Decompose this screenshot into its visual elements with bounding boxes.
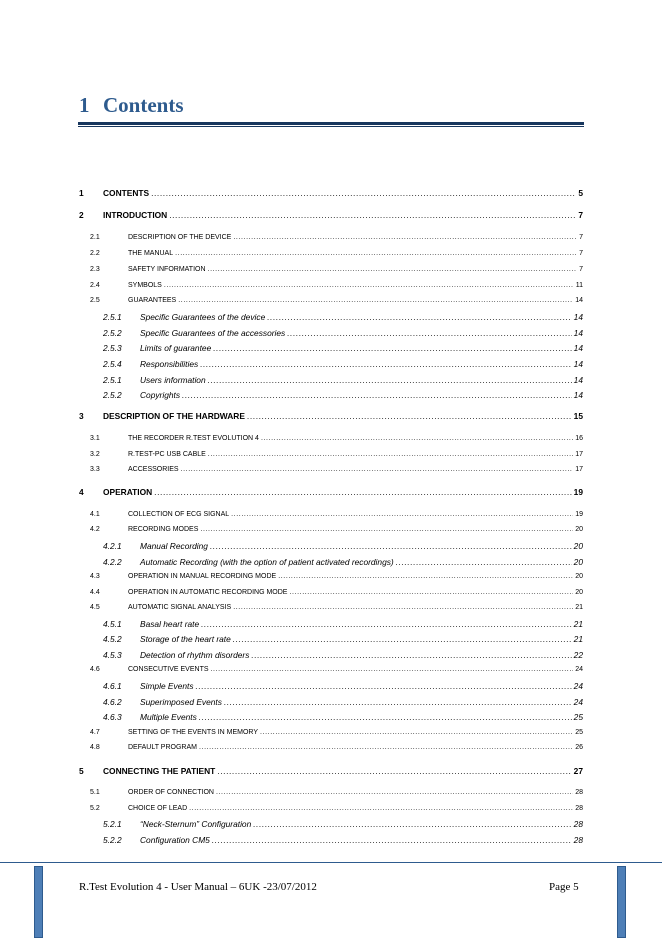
toc-entry-number: 5 bbox=[79, 766, 84, 776]
toc-entry-title: Responsibilities bbox=[140, 359, 199, 369]
toc-entry[interactable] bbox=[79, 663, 583, 675]
toc-entry[interactable] bbox=[79, 357, 583, 369]
toc-entry-page: 21 bbox=[573, 619, 583, 629]
toc-dot-leader bbox=[394, 557, 572, 567]
toc-entry[interactable] bbox=[79, 263, 583, 275]
toc-entry-page: 24 bbox=[573, 697, 583, 707]
toc-entry-number: 4.8 bbox=[90, 744, 100, 751]
toc-dot-leader bbox=[197, 743, 573, 753]
toc-entry-number: 4.4 bbox=[90, 589, 100, 596]
heading-rule-thin bbox=[78, 126, 584, 127]
toc-dot-leader bbox=[215, 766, 571, 776]
toc-entry-number: 4.6 bbox=[90, 666, 100, 673]
toc-entry[interactable] bbox=[79, 485, 583, 497]
toc-dot-leader bbox=[231, 233, 577, 243]
toc-entry-title: DESCRIPTION OF THE HARDWARE bbox=[103, 411, 245, 421]
toc-entry-number: 2.5.2 bbox=[103, 390, 122, 400]
footer-right-bar bbox=[617, 866, 626, 938]
toc-entry[interactable] bbox=[79, 432, 583, 444]
toc-entry-number: 2.5.2 bbox=[103, 328, 122, 338]
toc-entry[interactable] bbox=[79, 586, 583, 598]
toc-entry-number: 4.6.2 bbox=[103, 697, 122, 707]
toc-dot-leader bbox=[208, 541, 572, 551]
toc-entry-title: Storage of the heart rate bbox=[140, 634, 231, 644]
toc-entry-page: 24 bbox=[573, 681, 583, 691]
toc-entry-page: 20 bbox=[575, 573, 583, 580]
toc-entry-title: R.TEST-PC USB CABLE bbox=[128, 451, 206, 458]
toc-entry-number: 5.1 bbox=[90, 789, 100, 796]
toc-entry-title: “Neck-Sternum” Configuration bbox=[140, 819, 252, 829]
toc-entry-number: 5.2.1 bbox=[103, 819, 122, 829]
toc-entry[interactable] bbox=[79, 341, 583, 353]
toc-dot-leader bbox=[152, 487, 572, 497]
toc-dot-leader bbox=[179, 465, 574, 475]
toc-entry-title: SETTING OF THE EVENTS IN MEMORY bbox=[128, 729, 259, 736]
heading-number: 1 bbox=[79, 93, 90, 117]
toc-entry-title: THE RECORDER R.TEST EVOLUTION 4 bbox=[128, 435, 259, 442]
toc-entry[interactable] bbox=[79, 508, 583, 520]
toc-entry-title: Copyrights bbox=[140, 390, 181, 400]
toc-entry-title: SYMBOLS bbox=[128, 282, 162, 289]
toc-entry[interactable] bbox=[79, 695, 583, 707]
toc-entry-title: Detection of rhythm disorders bbox=[140, 650, 250, 660]
toc-entry-number: 2.3 bbox=[90, 266, 100, 273]
toc-entry-title: THE MANUAL bbox=[128, 250, 174, 257]
toc-entry[interactable] bbox=[79, 208, 583, 220]
toc-entry[interactable] bbox=[79, 786, 583, 798]
toc-dot-leader bbox=[249, 650, 571, 660]
toc-entry-title: Automatic Recording (with the option of patient activated recordings) bbox=[140, 557, 394, 567]
toc-dot-leader bbox=[214, 788, 573, 798]
toc-entry-number: 4.1 bbox=[90, 511, 100, 518]
toc-entry[interactable] bbox=[79, 409, 583, 421]
toc-dot-leader bbox=[258, 728, 573, 738]
toc-entry-number: 4.6.1 bbox=[103, 681, 122, 691]
toc-dot-leader bbox=[210, 835, 572, 845]
toc-entry[interactable] bbox=[79, 463, 583, 475]
toc-entry[interactable] bbox=[79, 523, 583, 535]
toc-entry-number: 4.5.1 bbox=[103, 619, 122, 629]
toc-entry-title: Specific Guarantees of the device bbox=[140, 312, 266, 322]
toc-entry[interactable] bbox=[79, 294, 583, 306]
toc-dot-leader bbox=[222, 697, 572, 707]
toc-entry-page: 14 bbox=[573, 343, 583, 353]
toc-entry-page: 28 bbox=[575, 805, 583, 812]
toc-entry-number: 3.2 bbox=[90, 451, 100, 458]
footer-page-number: Page 5 bbox=[549, 881, 579, 893]
toc-dot-leader bbox=[211, 343, 571, 353]
toc-entry-title: DESCRIPTION OF THE DEVICE bbox=[128, 234, 232, 241]
toc-dot-leader bbox=[176, 296, 573, 306]
toc-entry-page: 17 bbox=[575, 451, 583, 458]
toc-entry-number: 4.5 bbox=[90, 604, 100, 611]
toc-entry-page: 17 bbox=[575, 466, 583, 473]
toc-entry-number: 2.5.1 bbox=[103, 375, 122, 385]
toc-dot-leader bbox=[173, 249, 577, 259]
toc-entry-title: SAFETY INFORMATION bbox=[128, 266, 206, 273]
toc-entry-number: 5.2.2 bbox=[103, 835, 122, 845]
toc-entry-page: 21 bbox=[575, 604, 583, 611]
toc-entry-page: 19 bbox=[573, 487, 583, 497]
toc-entry-page: 15 bbox=[573, 411, 583, 421]
toc-entry-page: 28 bbox=[573, 835, 583, 845]
toc-entry-number: 4.5.3 bbox=[103, 650, 122, 660]
toc-entry-title: COLLECTION OF ECG SIGNAL bbox=[128, 511, 230, 518]
toc-entry-title: Configuration CM5 bbox=[140, 835, 210, 845]
toc-entry-number: 2 bbox=[79, 210, 84, 220]
toc-entry[interactable] bbox=[79, 710, 583, 722]
toc-dot-leader bbox=[187, 804, 573, 814]
heading-title: Contents bbox=[103, 93, 184, 117]
toc-entry[interactable] bbox=[79, 802, 583, 814]
toc-dot-leader bbox=[251, 819, 571, 829]
toc-entry-page: 21 bbox=[573, 634, 583, 644]
toc-entry[interactable] bbox=[79, 388, 583, 400]
toc-entry-page: 7 bbox=[579, 250, 583, 257]
toc-entry-title: AUTOMATIC SIGNAL ANALYSIS bbox=[128, 604, 232, 611]
toc-dot-leader bbox=[287, 588, 573, 598]
toc-entry-title: ACCESSORIES bbox=[128, 466, 179, 473]
toc-entry-number: 4.6.3 bbox=[103, 712, 122, 722]
toc-dot-leader bbox=[231, 603, 573, 613]
toc-entry-page: 28 bbox=[573, 819, 583, 829]
footer-left-bar bbox=[34, 866, 43, 938]
toc-entry-title: INTRODUCTION bbox=[103, 210, 168, 220]
toc-entry-page: 19 bbox=[575, 511, 583, 518]
toc-dot-leader bbox=[229, 510, 573, 520]
toc-entry[interactable] bbox=[79, 326, 583, 338]
toc-entry-number: 4.7 bbox=[90, 729, 100, 736]
toc-dot-leader bbox=[194, 681, 572, 691]
footer-divider bbox=[0, 862, 662, 863]
toc-entry[interactable] bbox=[79, 764, 583, 776]
toc-entry-number: 4.2.1 bbox=[103, 541, 122, 551]
toc-entry-page: 16 bbox=[575, 435, 583, 442]
toc-entry-page: 20 bbox=[573, 557, 583, 567]
toc-dot-leader bbox=[206, 265, 578, 275]
toc-entry[interactable] bbox=[79, 279, 583, 291]
toc-entry-page: 20 bbox=[575, 589, 583, 596]
page-heading bbox=[79, 93, 184, 118]
toc-entry-number: 5.2 bbox=[90, 805, 100, 812]
toc-entry-title: OPERATION IN MANUAL RECORDING MODE bbox=[128, 573, 277, 580]
toc-dot-leader bbox=[198, 359, 571, 369]
footer-document-title: R.Test Evolution 4 - User Manual – 6UK -23/07/2012 bbox=[79, 881, 317, 893]
toc-entry-page: 26 bbox=[575, 744, 583, 751]
toc-entry-title: Simple Events bbox=[140, 681, 194, 691]
toc-entry-title: Users information bbox=[140, 375, 206, 385]
toc-entry-title: OPERATION IN AUTOMATIC RECORDING MODE bbox=[128, 589, 288, 596]
toc-entry[interactable] bbox=[79, 310, 583, 322]
toc-entry-page: 25 bbox=[573, 712, 583, 722]
toc-entry-number: 2.5.4 bbox=[103, 359, 122, 369]
toc-entry-page: 5 bbox=[578, 188, 583, 198]
toc-entry-title: CONSECUTIVE EVENTS bbox=[128, 666, 209, 673]
toc-entry[interactable] bbox=[79, 373, 583, 385]
toc-entry-page: 14 bbox=[573, 328, 583, 338]
toc-entry-title: DEFAULT PROGRAM bbox=[128, 744, 197, 751]
toc-entry-title: Specific Guarantees of the accessories bbox=[140, 328, 286, 338]
toc-entry-page: 7 bbox=[579, 266, 583, 273]
toc-entry-number: 2.5.1 bbox=[103, 312, 122, 322]
toc-entry-page: 20 bbox=[573, 541, 583, 551]
toc-dot-leader bbox=[285, 328, 571, 338]
toc-entry-number: 2.5.3 bbox=[103, 343, 122, 353]
toc-entry[interactable] bbox=[79, 570, 583, 582]
toc-dot-leader bbox=[206, 450, 573, 460]
toc-entry-page: 14 bbox=[573, 359, 583, 369]
toc-entry-page: 11 bbox=[575, 282, 583, 289]
toc-dot-leader bbox=[180, 390, 572, 400]
toc-entry-title: CHOICE OF LEAD bbox=[128, 805, 188, 812]
toc-entry-title: CONNECTING THE PATIENT bbox=[103, 766, 216, 776]
toc-entry-title: Multiple Events bbox=[140, 712, 197, 722]
toc-entry-number: 4.5.2 bbox=[103, 634, 122, 644]
toc-entry[interactable] bbox=[79, 601, 583, 613]
toc-entry-title: CONTENTS bbox=[103, 188, 150, 198]
toc-entry-number: 2.1 bbox=[90, 234, 100, 241]
toc-entry-title: Manual Recording bbox=[140, 541, 208, 551]
toc-entry[interactable] bbox=[79, 247, 583, 259]
toc-entry-page: 14 bbox=[575, 297, 583, 304]
toc-entry-page: 14 bbox=[573, 390, 583, 400]
toc-entry-number: 3 bbox=[79, 411, 84, 421]
toc-entry[interactable] bbox=[79, 186, 583, 198]
toc-entry[interactable] bbox=[79, 679, 583, 691]
toc-dot-leader bbox=[167, 210, 576, 220]
toc-entry-number: 3.3 bbox=[90, 466, 100, 473]
toc-dot-leader bbox=[231, 634, 572, 644]
toc-entry-number: 2.2 bbox=[90, 250, 100, 257]
toc-entry-title: Limits of guarantee bbox=[140, 343, 212, 353]
heading-rule-thick bbox=[78, 122, 584, 125]
toc-entry-title: Superimposed Events bbox=[140, 697, 222, 707]
toc-entry-number: 3.1 bbox=[90, 435, 100, 442]
toc-entry[interactable] bbox=[79, 555, 583, 567]
toc-entry-number: 4.2.2 bbox=[103, 557, 122, 567]
toc-entry-page: 28 bbox=[575, 789, 583, 796]
toc-entry[interactable] bbox=[79, 817, 583, 829]
toc-entry-page: 22 bbox=[573, 650, 583, 660]
toc-entry-title: Basal heart rate bbox=[140, 619, 200, 629]
toc-entry[interactable] bbox=[79, 648, 583, 660]
toc-entry[interactable] bbox=[79, 726, 583, 738]
toc-dot-leader bbox=[198, 525, 573, 535]
toc-entry-number: 2.4 bbox=[90, 282, 100, 289]
toc-entry[interactable] bbox=[79, 632, 583, 644]
toc-entry-title: GUARANTEES bbox=[128, 297, 177, 304]
toc-dot-leader bbox=[197, 712, 572, 722]
toc-entry-number: 2.5 bbox=[90, 297, 100, 304]
toc-entry-page: 14 bbox=[573, 375, 583, 385]
toc-entry[interactable] bbox=[79, 833, 583, 845]
toc-entry-page: 14 bbox=[573, 312, 583, 322]
toc-entry-number: 4.3 bbox=[90, 573, 100, 580]
toc-entry-page: 20 bbox=[575, 526, 583, 533]
toc-entry-page: 27 bbox=[573, 766, 583, 776]
toc-dot-leader bbox=[206, 375, 572, 385]
toc-entry-page: 7 bbox=[578, 210, 583, 220]
toc-entry[interactable] bbox=[79, 741, 583, 753]
toc-dot-leader bbox=[245, 411, 572, 421]
toc-entry-title: OPERATION bbox=[103, 487, 153, 497]
toc-dot-leader bbox=[265, 312, 571, 322]
toc-entry[interactable] bbox=[79, 448, 583, 460]
toc-entry[interactable] bbox=[79, 539, 583, 551]
toc-dot-leader bbox=[259, 434, 573, 444]
toc-entry-page: 25 bbox=[575, 729, 583, 736]
toc-entry-number: 4.2 bbox=[90, 526, 100, 533]
toc-dot-leader bbox=[199, 619, 572, 629]
toc-entry-number: 1 bbox=[79, 188, 84, 198]
toc-entry-number: 4 bbox=[79, 487, 84, 497]
toc-entry[interactable] bbox=[79, 617, 583, 629]
toc-dot-leader bbox=[209, 665, 574, 675]
toc-entry[interactable] bbox=[79, 231, 583, 243]
toc-entry-title: ORDER OF CONNECTION bbox=[128, 789, 214, 796]
toc-entry-title: RECORDING MODES bbox=[128, 526, 199, 533]
toc-dot-leader bbox=[149, 188, 576, 198]
toc-entry-page: 24 bbox=[575, 666, 583, 673]
toc-dot-leader bbox=[162, 281, 574, 291]
toc-dot-leader bbox=[276, 572, 573, 582]
toc-entry-page: 7 bbox=[579, 234, 583, 241]
